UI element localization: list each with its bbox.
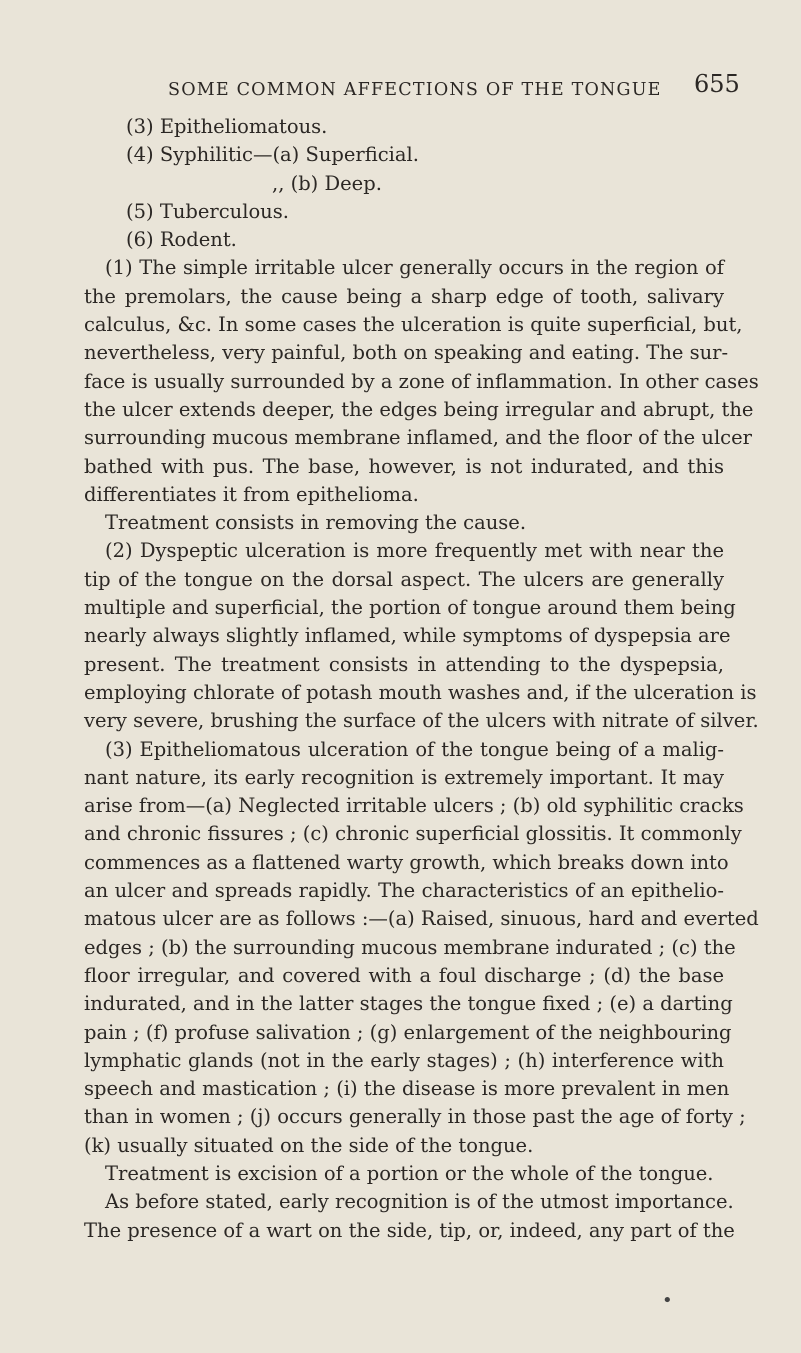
paragraph-line: the ulcer extends deeper, the edges being irregular and abrupt, the	[84, 397, 754, 421]
text-line	[0, 990, 801, 1018]
text-line	[0, 396, 801, 424]
list-item: (3) Epitheliomatous.	[126, 115, 328, 138]
text-line	[0, 1019, 801, 1047]
text-line	[0, 537, 801, 565]
paragraph-line: edges ; (b) the surrounding mucous membrane indurated ; (c) the	[84, 935, 736, 959]
list-item: ,, (b) Deep.	[272, 171, 382, 195]
text-line	[0, 368, 801, 396]
text-line	[0, 1132, 801, 1160]
text-line	[0, 1188, 801, 1216]
paragraph-line: commences as a flattened warty growth, which breaks down into	[84, 850, 729, 874]
running-title: SOME COMMON AFFECTIONS OF THE TONGUE	[168, 80, 662, 100]
paragraph-line: and chronic fissures ; (c) chronic superficial glossitis. It commonly	[84, 822, 742, 846]
paragraph-line: speech and mastication ; (i) the disease is more prevalent in men	[84, 1077, 730, 1101]
paragraph-line: (3) Epitheliomatous ulceration of the tongue being of a malig-	[105, 737, 724, 761]
paragraph-line: differentiates it from epithelioma.	[84, 482, 419, 506]
text-line	[0, 141, 801, 169]
text-line	[0, 707, 801, 735]
text-line	[0, 849, 801, 877]
paragraph-line: The presence of a wart on the side, tip, or, indeed, any part of the	[84, 1218, 735, 1242]
text-line	[0, 792, 801, 820]
paragraph-line: arise from—(a) Neglected irritable ulcers ; (b) old syphilitic cracks	[84, 794, 744, 818]
text-line	[0, 1103, 801, 1131]
list-item: (5) Tuberculous.	[126, 199, 289, 223]
paragraph-line: calculus, &c. In some cases the ulceration is quite superficial, but,	[84, 313, 743, 337]
text-line	[0, 424, 801, 452]
text-line	[0, 764, 801, 792]
text-line	[0, 877, 801, 905]
text-line	[0, 254, 801, 282]
paragraph-line: very severe, brushing the surface of the ulcers with nitrate of silver.	[84, 709, 759, 733]
text-line	[0, 311, 801, 339]
list-item: (4) Syphilitic—(a) Superficial.	[126, 143, 419, 167]
paragraph-line: employing chlorate of potash mouth washes and, if the ulceration is	[84, 680, 757, 704]
paragraph-line: an ulcer and spreads rapidly. The characteristics of an epithelio-	[84, 879, 724, 903]
paragraph-line: (1) The simple irritable ulcer generally occurs in the region of	[105, 256, 724, 280]
text-line	[0, 198, 801, 226]
text-line	[0, 481, 801, 509]
paragraph-line: matous ulcer are as follows :—(a) Raised, sinuous, hard and everted	[84, 907, 759, 931]
text-line	[0, 1160, 801, 1188]
paragraph-line: multiple and superficial, the portion of tongue around them being	[84, 596, 736, 620]
text-line	[0, 226, 801, 254]
paragraph-line: nearly always slightly inflamed, while symptoms of dyspepsia are	[84, 624, 731, 648]
paragraph-line: bathed with pus. The base, however, is not indurated, and this	[84, 454, 724, 478]
page-number: 655	[694, 70, 740, 98]
paragraph-line: the premolars, the cause being a sharp edge of tooth, salivary	[84, 284, 724, 308]
text-line	[0, 820, 801, 848]
text-line	[0, 1075, 801, 1103]
paragraph-line: (2) Dyspeptic ulceration is more frequently met with near the	[105, 539, 724, 563]
text-line	[0, 962, 801, 990]
list-item: (6) Rodent.	[126, 228, 237, 252]
paragraph-line: nevertheless, very painful, both on speaking and eating. The sur-	[84, 341, 729, 365]
text-line	[0, 679, 801, 707]
text-line	[0, 283, 801, 311]
paragraph-line: nant nature, its early recognition is extremely important. It may	[84, 765, 724, 789]
text-line	[0, 651, 801, 679]
text-line	[0, 509, 801, 537]
text-line	[0, 1217, 801, 1245]
text-line	[0, 170, 801, 198]
page-text	[0, 113, 801, 1245]
paragraph-line: floor irregular, and covered with a foul discharge ; (d) the base	[84, 963, 724, 987]
page-mark: •	[662, 1290, 673, 1311]
paragraph-line: lymphatic glands (not in the early stages) ; (h) interference with	[84, 1048, 724, 1072]
text-line	[0, 113, 801, 141]
paragraph-line: tip of the tongue on the dorsal aspect. The ulcers are generally	[84, 567, 724, 591]
text-line	[0, 622, 801, 650]
text-line	[0, 453, 801, 481]
text-line	[0, 905, 801, 933]
paragraph-line: indurated, and in the latter stages the tongue fixed ; (e) a darting	[84, 992, 733, 1016]
text-line	[0, 339, 801, 367]
text-line	[0, 566, 801, 594]
paragraph-line: Treatment consists in removing the cause.	[105, 511, 527, 535]
text-line	[0, 736, 801, 764]
paragraph-line: face is usually surrounded by a zone of inflammation. In other cases	[84, 369, 759, 393]
paragraph-line: (k) usually situated on the side of the tongue.	[84, 1133, 534, 1157]
paragraph-line: As before stated, early recognition is of the utmost importance.	[105, 1190, 734, 1214]
paragraph-line: present. The treatment consists in attending to the dyspepsia,	[84, 652, 724, 676]
paragraph-line: pain ; (f) profuse salivation ; (g) enlargement of the neighbouring	[84, 1020, 732, 1044]
text-line	[0, 594, 801, 622]
paragraph-line: than in women ; (j) occurs generally in those past the age of forty ;	[84, 1105, 746, 1129]
paragraph-line: Treatment is excision of a portion or the whole of the tongue.	[105, 1161, 714, 1185]
text-line	[0, 934, 801, 962]
text-line	[0, 1047, 801, 1075]
paragraph-line: surrounding mucous membrane inflamed, and the floor of the ulcer	[84, 426, 752, 450]
